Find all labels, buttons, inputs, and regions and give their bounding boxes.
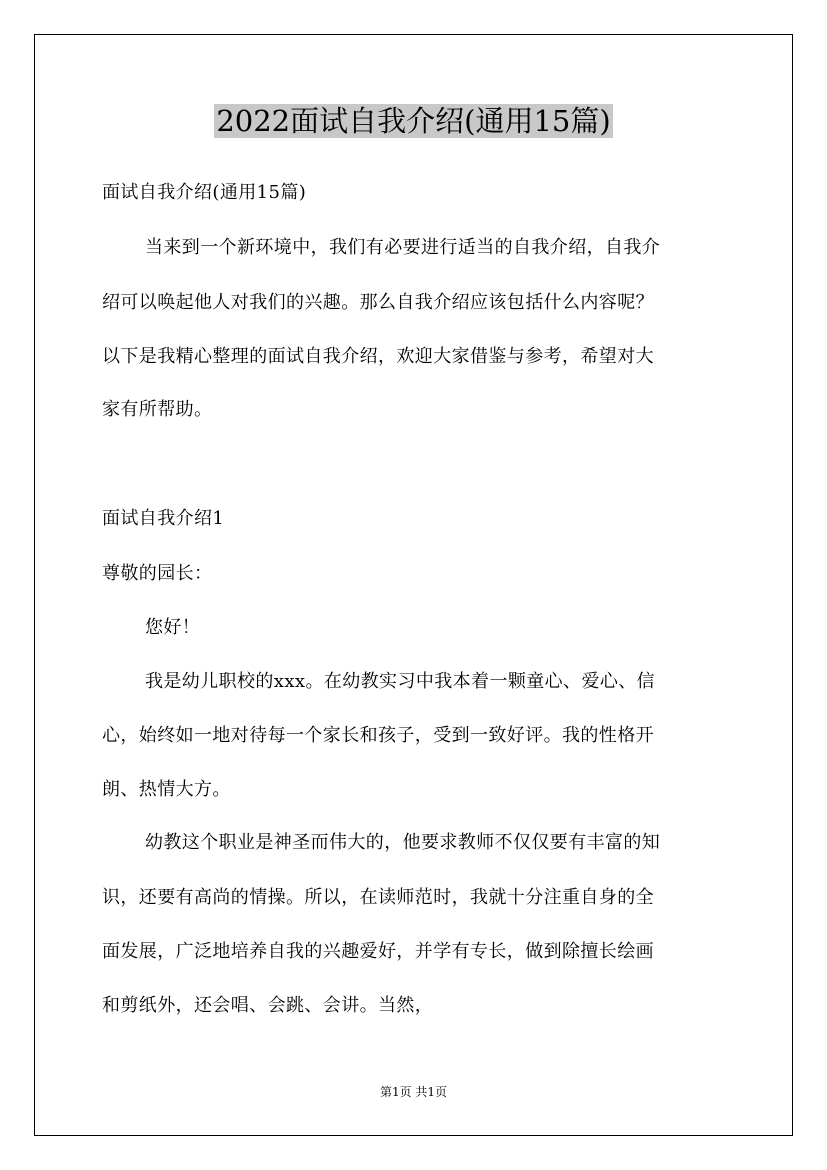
para2-line-1: 幼教这个职业是神圣而伟大的，他要求教师不仅仅要有丰富的知 [145, 832, 661, 853]
intro-line-3: 以下是我精心整理的面试自我介绍，欢迎大家借鉴与参考，希望对大 [102, 346, 654, 367]
salutation: 尊敬的园长： [102, 563, 213, 584]
document-title-text: 2022面试自我介绍(通用15篇) [216, 104, 611, 138]
page-footer: 第1页 共1页 [379, 1085, 448, 1099]
para1-line-1: 我是幼儿职校的xxx。在幼教实习中我本着一颗童心、爱心、信 [145, 671, 656, 692]
para1-line-2: 心，始终如一地对待每一个家长和孩子，受到一致好评。我的性格开 [102, 725, 654, 746]
intro-line-1: 当来到一个新环境中，我们有必要进行适当的自我介绍，自我介 [145, 237, 661, 258]
subtitle: 面试自我介绍(通用15篇) [102, 182, 307, 203]
para2-line-3: 面发展，广泛地培养自我的兴趣爱好，并学有专长，做到除擅长绘画 [102, 941, 654, 962]
section-heading: 面试自我介绍1 [102, 508, 225, 529]
para2-line-4: 和剪纸外，还会唱、会跳、会讲。当然， [102, 995, 434, 1016]
intro-line-2: 绍可以唤起他人对我们的兴趣。那么自我介绍应该包括什么内容呢？ [102, 292, 654, 313]
para1-line-3: 朗、热情大方。 [102, 779, 231, 800]
intro-line-4: 家有所帮助。 [102, 399, 213, 420]
greeting: 您好！ [145, 617, 201, 638]
document-title [0, 100, 827, 142]
para2-line-2: 识，还要有高尚的情操。所以，在读师范时，我就十分注重自身的全 [102, 887, 654, 908]
